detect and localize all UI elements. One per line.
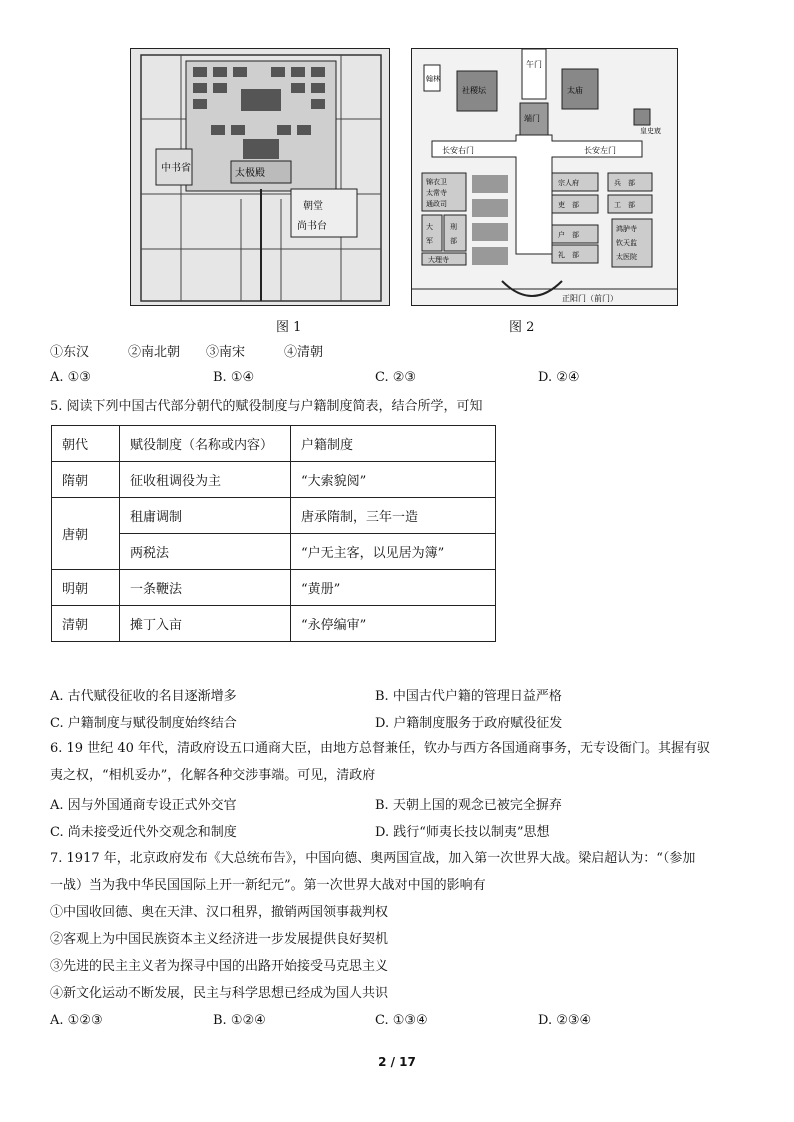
label-jinyi: 锦衣卫	[426, 178, 447, 186]
label-shangshu: 尚书台	[297, 221, 327, 232]
label-libu2: 礼 部	[558, 251, 579, 259]
q7-item-3: ③先进的民主主义者为探寻中国的出路开始接受马克思主义	[50, 959, 389, 974]
q5-option-a[interactable]: A. 古代赋役征收的名目逐渐增多	[50, 689, 237, 704]
label-bing: 兵 部	[614, 179, 635, 187]
label-chang-east: 长安左门	[584, 146, 616, 155]
table-header-cell: 朝代	[52, 426, 120, 462]
q6-option-b[interactable]: B. 天朝上国的观念已被完全摒弃	[375, 798, 562, 813]
q7-option-d[interactable]: D. ②③④	[538, 1013, 592, 1028]
q6-option-d[interactable]: D. 践行“师夷长技以制夷”思想	[375, 825, 550, 840]
q6-option-c[interactable]: C. 尚未接受近代外交观念和制度	[50, 825, 237, 840]
label-xing: 刑	[450, 223, 457, 231]
figure-2-map-drawing	[412, 49, 677, 305]
label-bu: 部	[450, 237, 457, 245]
label-honglu: 鸿胪寺	[616, 225, 637, 233]
table-header-cell: 户籍制度	[291, 426, 496, 462]
label-dali: 大理寺	[428, 256, 449, 264]
q7-item-2: ②客观上为中国民族资本主义经济进一步发展提供良好契机	[50, 932, 389, 947]
label-jun: 军	[426, 237, 433, 245]
label-taiyi: 太医院	[616, 253, 637, 261]
table-cell-dynasty: 唐朝	[52, 498, 120, 570]
label-zhongshu: 中书省	[161, 163, 191, 174]
figure-1-caption: 图 1	[276, 320, 302, 335]
table-cell-dynasty: 隋朝	[52, 462, 120, 498]
label-duanmen: 端门	[524, 114, 540, 123]
label-wumen: 午门	[526, 60, 542, 69]
label-hu: 户 部	[558, 231, 579, 239]
table-row	[52, 570, 496, 606]
q7-stem-line-1: 7. 1917 年，北京政府发布《大总统布告》，中国向德、奥两国宣战，加入第一次世界大战。梁启超认为：“（参加	[50, 851, 696, 866]
q5-option-d[interactable]: D. 户籍制度服务于政府赋役征发	[375, 716, 563, 731]
table-header-row	[52, 426, 496, 462]
q4-items: ①东汉 ②南北朝 ③南宋 ④清朝	[50, 345, 324, 360]
label-tongzheng: 通政司	[426, 200, 447, 208]
q7-item-1: ①中国收回德、奥在天津、汉口租界，撤销两国领事裁判权	[50, 905, 389, 920]
q5-stem: 5. 阅读下列中国古代部分朝代的赋役制度与户籍制度简表，结合所学，可知	[50, 399, 483, 414]
table-cell-dynasty: 明朝	[52, 570, 120, 606]
label-da: 大	[426, 223, 433, 231]
q6-stem-line-2: 夷之权，“相机妥办”，化解各种交涉事端。可见，清政府	[50, 768, 376, 783]
label-chang-west: 长安右门	[442, 146, 474, 155]
table-cell-dynasty: 清朝	[52, 606, 120, 642]
label-hanlin: 翰林	[426, 75, 440, 83]
label-chaotang: 朝堂	[303, 201, 323, 212]
q7-option-b[interactable]: B. ①②④	[213, 1013, 266, 1028]
table-header-cell: 赋役制度（名称或内容）	[120, 426, 291, 462]
table-cell-tax: 两税法	[120, 534, 291, 570]
figure-2-image	[411, 48, 678, 306]
table-cell-tax: 租庸调制	[120, 498, 291, 534]
figure-1-image	[130, 48, 390, 306]
table-cell-household: “黄册”	[291, 570, 496, 606]
label-zhengyang: 正阳门（前门）	[562, 294, 618, 303]
figure-2-caption: 图 2	[509, 320, 535, 335]
q7-option-a[interactable]: A. ①②③	[50, 1013, 103, 1028]
table-cell-household: “永停编审”	[291, 606, 496, 642]
q4-option-c[interactable]: C. ②③	[375, 370, 417, 385]
q6-option-a[interactable]: A. 因与外国通商专设正式外交官	[50, 798, 237, 813]
q6-stem-line-1: 6. 19 世纪 40 年代，清政府设五口通商大臣，由地方总督兼任，钦办与西方各国通商事务，无专设衙门。其握有驭	[50, 741, 711, 756]
label-li-bu: 吏 部	[558, 201, 579, 209]
q7-option-c[interactable]: C. ①③④	[375, 1013, 428, 1028]
table-cell-tax: 一条鞭法	[120, 570, 291, 606]
q4-option-a[interactable]: A. ①③	[50, 370, 91, 385]
table-row	[52, 606, 496, 642]
label-qintian: 钦天监	[616, 239, 637, 247]
label-zonglan: 宗人府	[558, 179, 579, 187]
table-cell-household: “大索貌阅”	[291, 462, 496, 498]
label-gong: 工 部	[614, 201, 635, 209]
figure-1-map-drawing	[131, 49, 389, 305]
q5-table	[51, 425, 496, 642]
q7-stem-line-2: 一战）当为我中华民国国际上开一新纪元”。第一次世界大战对中国的影响有	[50, 878, 486, 893]
q7-item-4: ④新文化运动不断发展，民主与科学思想已经成为国人共识	[50, 986, 389, 1001]
table-cell-household: 唐承隋制，三年一造	[291, 498, 496, 534]
label-huangshi: 皇史宬	[640, 127, 661, 135]
q4-option-d[interactable]: D. ②④	[538, 370, 580, 385]
table-cell-tax: 征收租调役为主	[120, 462, 291, 498]
label-sheji: 社稷坛	[462, 86, 486, 95]
table-cell-household: “户无主客，以见居为簿”	[291, 534, 496, 570]
page-number: 2 / 17	[378, 1055, 416, 1069]
table-row	[52, 498, 496, 534]
label-taiji: 太极殿	[235, 168, 265, 179]
table-cell-tax: 摊丁入亩	[120, 606, 291, 642]
q5-option-c[interactable]: C. 户籍制度与赋役制度始终结合	[50, 716, 237, 731]
q5-option-b[interactable]: B. 中国古代户籍的管理日益严格	[375, 689, 562, 704]
label-taimiao: 太庙	[567, 86, 583, 95]
table-row	[52, 462, 496, 498]
q4-option-b[interactable]: B. ①④	[213, 370, 255, 385]
label-taichang: 太常寺	[426, 189, 447, 197]
